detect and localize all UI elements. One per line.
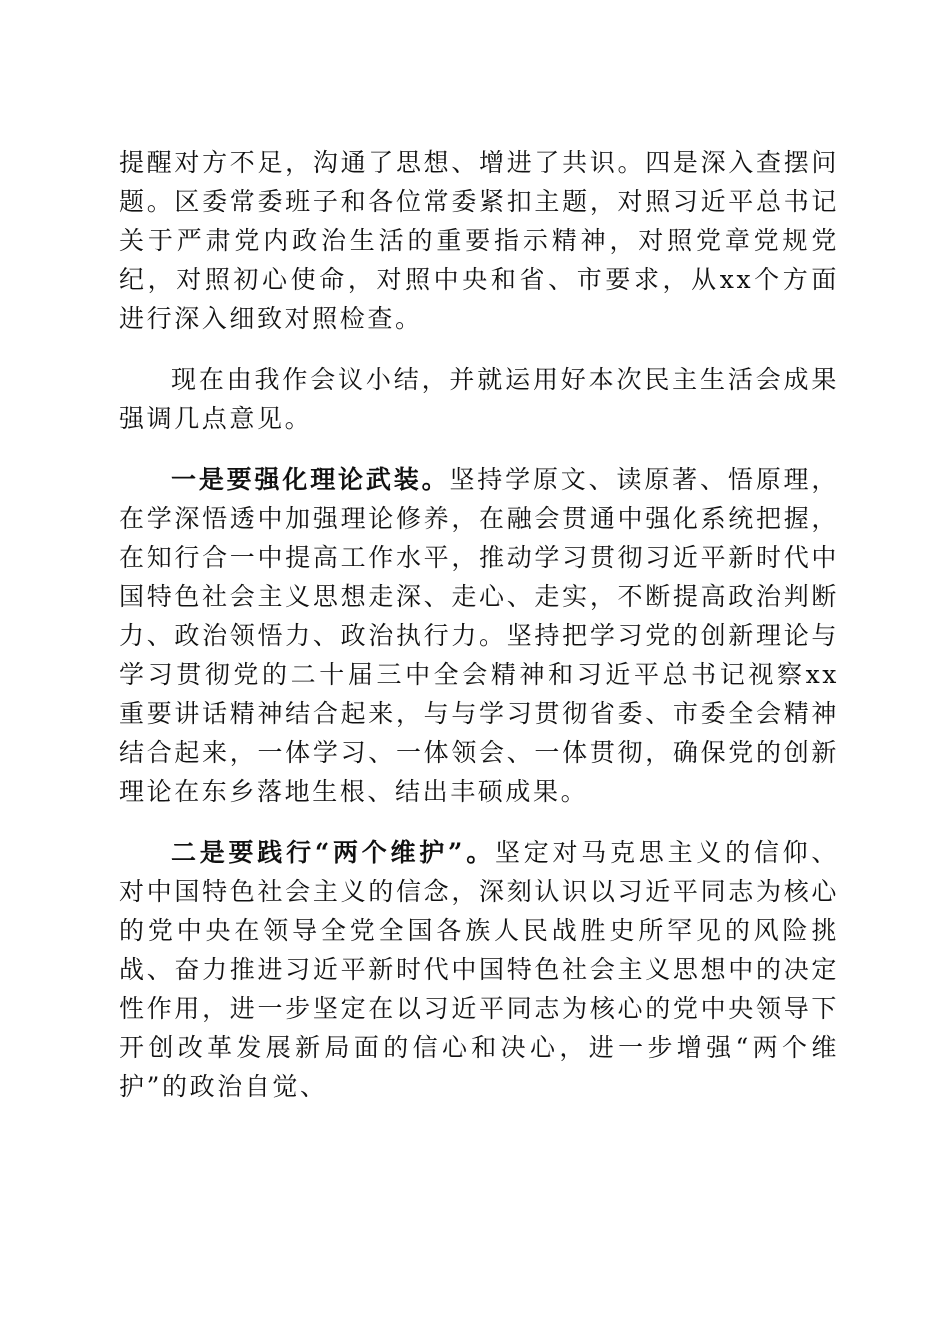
paragraph-4 (119, 833, 839, 1106)
paragraph-2-text: 现在由我作会议小结，并就运用好本次民主生活会成果强调几点意见。 (119, 365, 839, 433)
paragraph-2 (119, 360, 839, 438)
paragraph-3-heading: 一是要强化理论武装。 (171, 465, 450, 494)
paragraph-3-text: 坚持学原文、读原著、悟原理，在学深悟透中加强理论修养，在融会贯通中强化系统把握，在知行合一中提高工作水平，推动学习贯彻习近平新时代中国特色社会主义思想走深、走心、走实，不断提高政治判断力、政治领悟力、政治执行力。坚持把学习党的创新理论与学习贯彻党的二十届三中全会精神和习近平总书记视察xx重要讲话精神结合起来，与与学习贯彻省委、市委全会精神结合起来，一体学习、一体领会、一体贯彻，确保党的创新理论在东乡落地生根、结出丰硕成果。 (119, 465, 839, 806)
paragraph-1 (119, 143, 839, 338)
paragraph-1-text: 提醒对方不足，沟通了思想、增进了共识。四是深入查摆问题。区委常委班子和各位常委紧扣主题，对照习近平总书记关于严肃党内政治生活的重要指示精神，对照党章党规党纪，对照初心使命，对照中央和省、市要求，从xx个方面进行深入细致对照检查。 (119, 148, 839, 333)
document-body (119, 143, 839, 1106)
paragraph-3 (119, 460, 839, 811)
paragraph-4-text: 坚定对马克思主义的信仰、对中国特色社会主义的信念，深刻认识以习近平同志为核心的党中央在领导全党全国各族人民战胜史所罕见的风险挑战、奋力推进习近平新时代中国特色社会主义思想中的决定性作用，进一步坚定在以习近平同志为核心的党中央领导下开创改革发展新局面的信心和决心，进一步增强“两个维护”的政治自觉、 (119, 838, 840, 1101)
paragraph-4-heading: 二是要践行“两个维护”。 (171, 838, 495, 867)
